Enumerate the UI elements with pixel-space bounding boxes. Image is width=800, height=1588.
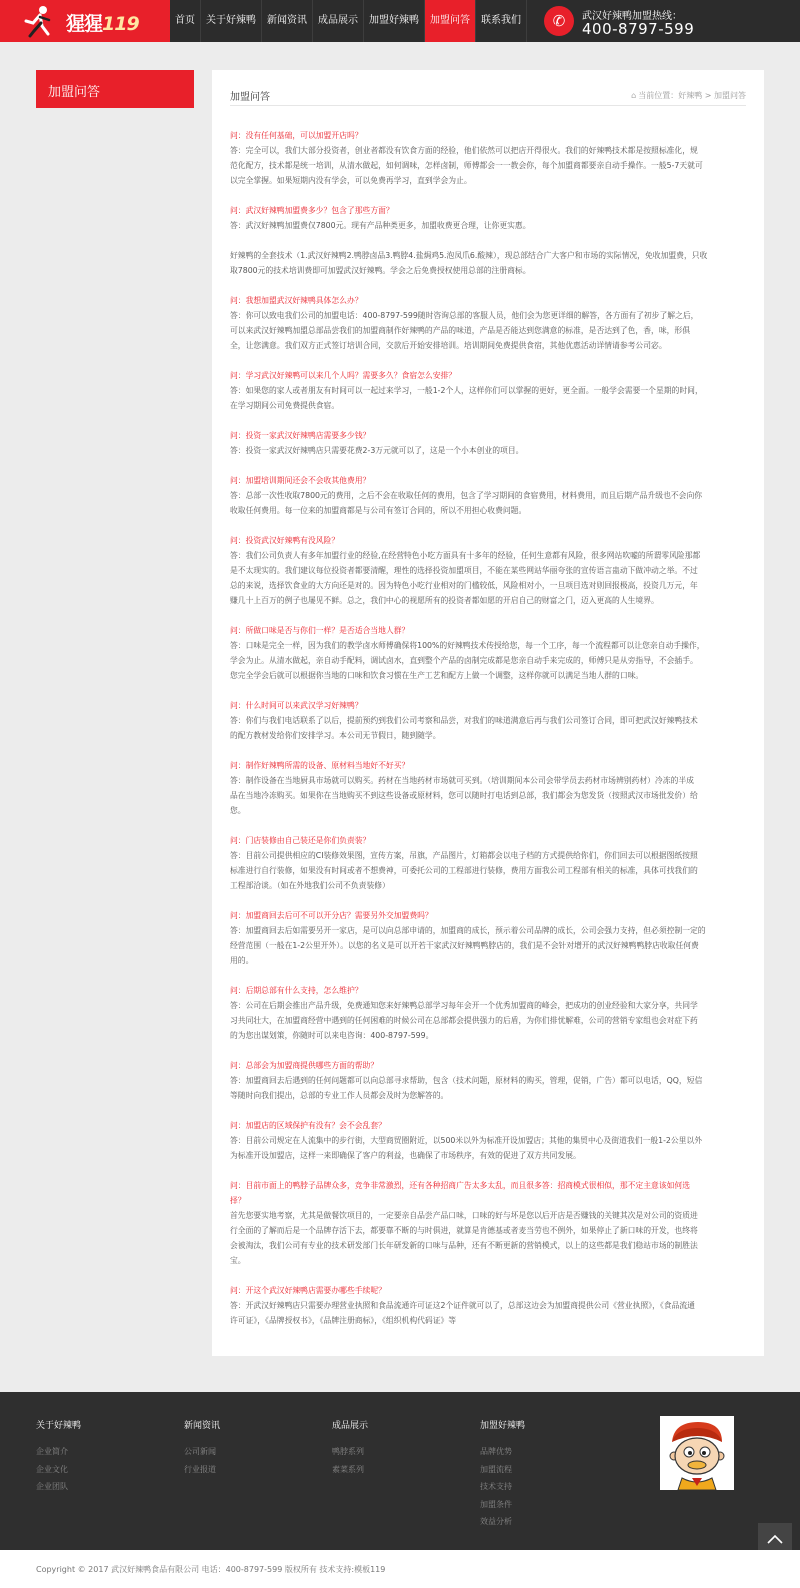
answer-line: 会被淘汰，我们公司有专业的技术研发部门长年研发新的口味与品种，还有不断更新的营销模式，以上的这些都是我们稳站市场的制胜法 [230,1241,698,1250]
nav-franchise[interactable]: 加盟好辣鸭 [364,0,425,42]
question: 择？ [230,1196,246,1205]
footer-link[interactable]: 品牌优势 [480,1447,512,1456]
answer-line: 首先您要实地考察，尤其是做餐饮项目的，一定要亲自品尝产品口味，口味的好与坏是您以后开店是否赚钱的关键其次是对公司的资质进 [230,1211,698,1220]
footer [0,1392,800,1550]
main-content [212,70,764,1356]
answer-line: 答：目前公司规定在人流集中的步行街，大型商贸圈附近，以500米以外为标准开设加盟店；其他的集贸中心及街道我们一般1-2公里以外 [230,1136,703,1145]
answer-line: 行全面的了解而后是一个品牌存活下去，都要靠不断的与时俱进，就算是肯德基或者麦当劳也不例外，如果停止了新口味的开发，也终将 [230,1226,698,1235]
question: 问：后期总部有什么支持，怎么维护？ [230,986,363,995]
copyright-bar [0,1550,800,1588]
page-title: 加盟问答 [230,92,270,103]
answer-line: 答：武汉好辣鸭加盟费仅7800元。现有产品种类更多，加盟收费更合理，让你更实惠。 [230,221,531,230]
mascot-icon [660,1416,734,1490]
answer-line: 答：如果您的家人或者朋友有时间可以一起过来学习，一般1-2个人，这样你们可以掌握的更好，更全面。一般学会需要一个星期的时间， [230,386,703,395]
answer-line: 的配方教材发给你们安排学习。本公司无节假日，随到随学。 [230,731,441,740]
answer-line: 答：制作设备在当地厨具市场就可以购买。药材在当地药材市场就可买到。（培训期间本公司会带学员去药材市场辨别药材）冷冻的半成 [230,776,694,785]
question: 问：加盟店的区域保护有没有？会不会乱套？ [230,1121,386,1130]
answer-line: 答：完全可以，我们大部分投资者，创业者都没有饮食方面的经验，他们依然可以把店开得很火。我们的好辣鸭技术都是按照标准化，规 [230,146,698,155]
question: 问：武汉好辣鸭加盟费多少？包含了那些方面？ [230,206,394,215]
answer-line: 可以来武汉好辣鸭加盟总部品尝我们的加盟商制作好辣鸭的产品的味道，产品是否能达到您满意的标准，是否达到了色，香，味，形俱 [230,326,691,335]
footer-link[interactable]: 加盟流程 [480,1464,512,1474]
question: 问：我想加盟武汉好辣鸭具体怎么办？ [230,296,363,305]
answer-line: 经营范围（一般在1-2公里开外）。以您的名义是可以开若干家武汉好辣鸭鸭脖店的，我们是不会针对增开的武汉好辣鸭鸭脖店收取任何费 [230,941,699,950]
question: 问：所做口味是否与你们一样？是否适合当地人群？ [230,626,410,635]
answer-line: 答：投资一家武汉好辣鸭店只需要花费2-3万元就可以了，这是一个小本创业的项目。 [230,446,524,455]
footer-link[interactable]: 企业团队 [36,1482,68,1491]
answer-line: 在学习期间公司免费提供食宿。 [230,401,340,410]
nav-news[interactable]: 新闻资讯 [262,0,313,42]
question: 问：投资一家武汉好辣鸭店需要多少钱？ [230,431,371,440]
question: 问：加盟商回去后可不可以开分店？需要另外交加盟费吗？ [230,911,433,920]
question: 问：门店装修由自己装还是你们负责装？ [230,836,371,845]
footer-col-title[interactable]: 新闻资讯 [184,1421,221,1431]
breadcrumb [631,90,746,101]
nav-faq[interactable]: 加盟问答 [425,0,476,42]
answer-line: 品在当地冷冻购买。如果你在当地购买不到这些设备或原材料，您可以随时打电话到总部，我们都会为您发货（按照武汉市场批发价）给 [230,791,698,800]
footer-col [184,1418,220,1478]
home-icon: ⌂ [631,91,637,100]
footer-link[interactable]: 素菜系列 [332,1464,364,1474]
question: 问：总部会为加盟商提供哪些方面的帮助？ [230,1061,379,1070]
answer-line: 答：我们公司负责人有多年加盟行业的经验,在经营特色小吃方面具有十多年的经验，任何生意都有风险，很多网站吹嘘的所谓零风险那都 [230,551,701,560]
answer-line: 的为您出谋划策，你随时可以来电咨询：400-8797-599。 [230,1031,434,1040]
sidebar-title: 加盟问答 [48,85,101,100]
answer-line: 工程部洽谈。（如在外地我们公司不负责装修） [230,881,390,890]
answer-line: 答：你们与我们电话联系了以后，提前预约到我们公司考察和品尝，对我们的味道满意后再与我们公司签订合同，即可把武汉好辣鸭技术 [230,716,698,725]
question: 问：什么时间可以来武汉学习好辣鸭？ [230,701,363,710]
question: 问：加盟培训期间还会不会收其他费用？ [230,476,371,485]
copyright-text: Copyright © 2017 武汉好辣鸭食品有限公司 电话：400-8797-599 版权所有 技术支持:模板119 [36,1565,386,1574]
answer-line: 总的来说，选择饮食业的大方向还是对的。因为特色小吃行业相对的门槛较低，风险相对小，一旦项目选对则回报极高，投资几万元，年 [230,581,698,590]
answer-line: 答：公司在后期会推出产品升级，免费通知您来好辣鸭总部学习每年会开一个优秀加盟商的峰会，把成功的创业经验和大家分享，共同学 [230,1001,698,1010]
main-nav [170,0,527,42]
answer-line: 取7800元的技术培训费即可加盟武汉好辣鸭。学会之后免费授权使用总部的注册商标。 [230,266,531,275]
question: 问：目前市面上的鸭脖子品牌众多，竞争非常激烈，还有各种招商广告太多太乱，而且很多答：招商模式很相似，那不定主意该如何选 [230,1181,691,1190]
answer-line: 答：目前公司提供相应的CI装修效果图，宣传方案，吊旗，产品图片，灯箱都会以电子档的方式提供给你们，你们回去可以根据图纸按照 [230,851,698,860]
answer-line [230,233,746,248]
answer-line: 赚几十上百万的例子也屡见不鲜。总之，我们中心的视愿所有的投资者都如愿的开启自己的财富之门，迈入更高的人生境界。 [230,596,659,605]
answer-line: 答：加盟商回去后遇到的任何问题都可以向总部寻求帮助，包含（技术问题，原材料的购买，管理，促销，广告）都可以电话，QQ，短信 [230,1076,703,1085]
content-header [230,86,746,106]
question: 问：制作好辣鸭所需的设备、原材料当地好不好买？ [230,761,410,770]
footer-col-title[interactable]: 关于好辣鸭 [36,1421,82,1431]
answer-line: 答：加盟商回去后如需要另开一家店，是可以向总部申请的，加盟商的成长，预示着公司品牌的成长，公司会强力支持，但必须控制一定的 [230,926,706,935]
footer-col [332,1418,368,1478]
runner-logo-icon [22,4,54,38]
footer-link[interactable]: 公司新闻 [184,1447,216,1456]
footer-col-title[interactable]: 成品展示 [332,1421,369,1431]
question: 问：投资武汉好辣鸭有没风险？ [230,536,340,545]
mascot-image [660,1416,734,1490]
brand-text: 猩猩 [66,13,103,35]
answer-line: 答：口味是完全一样，因为我们的教学卤水师傅确保将100%的好辣鸭技术传授给您，每一个工序，每一个流程都可以让您亲自动手操作， [230,641,705,650]
answer-line: 收取任何费用。每一位来的加盟商都是与公司有签订合同的，所以不用担心收费问题。 [230,506,527,515]
top-header [0,0,800,42]
answer-line: 为标准开设加盟店，这样一来即确保了客户的利益，也确保了市场秩序，有效的促进了双方共同发展。 [230,1151,581,1160]
nav-home[interactable]: 首页 [170,0,201,42]
answer-line: 答：总部一次性收取7800元的费用，之后不会在收取任何的费用，包含了学习期间的食宿费用，材料费用，而且后期产品升级也不会向你 [230,491,703,500]
footer-link[interactable]: 加盟条件 [480,1499,512,1509]
answer-line: 等随时向我们提出，总部的专业工作人员都会及时为您解答的。 [230,1091,449,1100]
footer-link[interactable]: 技术支持 [480,1482,512,1491]
footer-link[interactable]: 效益分析 [480,1517,512,1526]
site-logo[interactable] [0,0,170,42]
nav-products[interactable]: 成品展示 [313,0,364,42]
question: 问：学习武汉好辣鸭可以来几个人吗？需要多久？食宿怎么安排？ [230,371,457,380]
footer-link[interactable]: 行业报道 [184,1464,216,1474]
answer-line: 以完全掌握。如果短期内没有学会，可以免费再学习，直到学会为止。 [230,176,472,185]
footer-col [480,1418,525,1531]
answer-line: 范化配方，技术都是统一培训，从清水做起，如何调味，怎样卤制，师傅都会一一教会你，每个加盟商都要亲自动手操作。一般5-7天就可 [230,161,703,170]
answer-line: 标准进行自行装修，如果没有时间或者不想费神，可委托公司的工程部进行装修，费用方面我公司工程部有相关的标准，具体可找我们的 [230,866,698,875]
footer-link[interactable]: 企业文化 [36,1464,68,1474]
sidebar-title-box[interactable] [36,70,194,108]
answer-line: 习共同壮大，在加盟商经营中遇到的任何困难的时候公司在总部都会提供强力的后盾，为你们排忧解难，公司的营销专家组也会对症下药 [230,1016,698,1025]
answer-line: 答：开武汉好辣鸭店只需要办理营业执照和食品流通许可证这2个证件就可以了，总部这边会为加盟商提供公司《营业执照》，《食品流通 [230,1301,695,1310]
answer-line: 是不太现实的。我们建议每位投资者都要清醒，理性的选择投资加盟项目，不能在某些网站华丽夸张的宣传语言蛊动下做冲动之举。不过 [230,566,698,575]
answer-line: 学会为止。从清水做起，亲自动手配料，调试卤水，直到整个产品的卤制完成都是您亲自动手来完成的，师傅只是从旁指导，不会插手。 [230,656,698,665]
hotline-number: 400-8797-599 [582,20,695,38]
answer-line: 许可证》，《品牌授权书》，《品牌注册商标》，《组织机构代码证》等 [230,1316,457,1325]
question: 问：开这个武汉好辣鸭店需要办哪些手续呢？ [230,1286,386,1295]
answer-line: 全，让您满意。我们双方正式签订培训合同，交款后开始安排培训。培训期间免费提供食宿，其他优惠活动详情请参考公司宓。 [230,341,667,350]
nav-about[interactable]: 关于好辣鸭 [201,0,262,42]
answer-line: 用的。 [230,956,254,965]
question: 问：没有任何基础，可以加盟开店吗？ [230,131,363,140]
brand-number: 119 [102,13,139,35]
qa-list [230,128,746,1328]
answer-line: 您完全学会后就可以根据你当地的口味和饮食习惯在生产工艺和配方上做一个调整，这样你就可以满足当地人群的口味。 [230,671,644,680]
nav-contact[interactable]: 联系我们 [476,0,527,42]
phone-icon: ✆ [544,6,574,36]
footer-col [36,1418,81,1496]
brand-wordmark [66,9,139,36]
answer-line: 好辣鸭的全套技术（1.武汉好辣鸭2.鸭脖卤品3.鸭脖4.盐焗鸡5.泡凤爪6.酸辣），现总部结合广大客户和市场的实际情况，免收加盟费，只收 [230,251,708,260]
hotline-label: 武汉好辣鸭加盟热线： [582,11,682,22]
footer-link[interactable]: 鸭脖系列 [332,1447,364,1456]
hotline [544,4,794,38]
answer-line: 您。 [230,806,246,815]
answer-line: 宝。 [230,1256,246,1265]
footer-col-title[interactable]: 加盟好辣鸭 [480,1421,526,1431]
answer-line: 答：你可以致电我们公司的加盟电话：400-8797-599随时咨询总部的客服人员，他们会为您更详细的解答，各方面有了初步了解之后， [230,311,699,320]
breadcrumb-text: 当前位置：好辣鸭 > 加盟问答 [638,91,746,100]
footer-link[interactable]: 企业简介 [36,1447,68,1456]
